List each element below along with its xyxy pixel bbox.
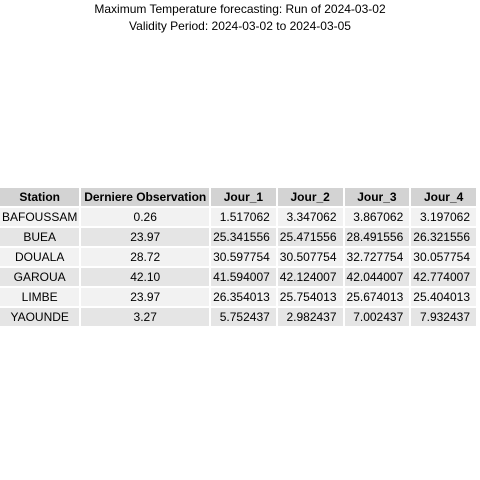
jour-2-cell: 30.507754 — [278, 248, 343, 266]
observation-cell: 28.72 — [81, 248, 209, 266]
jour-3-cell: 25.674013 — [345, 288, 410, 306]
jour-4-cell: 3.197062 — [411, 208, 476, 226]
jour-2-cell: 3.347062 — [278, 208, 343, 226]
table-row — [0, 308, 476, 326]
table-row — [0, 208, 476, 226]
jour-3-cell: 7.002437 — [345, 308, 410, 326]
observation-cell: 23.97 — [81, 228, 209, 246]
jour-4-cell: 30.057754 — [411, 248, 476, 266]
observation-cell: 0.26 — [81, 208, 209, 226]
station-cell: BUEA — [0, 228, 79, 246]
station-cell: YAOUNDE — [0, 308, 79, 326]
jour-1-cell: 1.517062 — [211, 208, 276, 226]
station-cell: LIMBE — [0, 288, 79, 306]
table-header-row — [0, 188, 476, 206]
header-jour-2: Jour_2 — [278, 188, 343, 206]
jour-4-cell: 42.774007 — [411, 268, 476, 286]
jour-1-cell: 26.354013 — [211, 288, 276, 306]
station-cell: BAFOUSSAM — [2, 210, 78, 224]
jour-1-cell: 41.594007 — [211, 268, 276, 286]
jour-3-cell: 42.044007 — [345, 268, 410, 286]
jour-1-cell: 5.752437 — [211, 308, 276, 326]
jour-2-cell: 25.754013 — [278, 288, 343, 306]
figure-title: Maximum Temperature forecasting: Run of 2024-03-02 — [94, 2, 386, 16]
jour-4-cell: 26.321556 — [411, 228, 476, 246]
observation-cell: 42.10 — [81, 268, 209, 286]
observation-cell: 23.97 — [81, 288, 209, 306]
table-row — [0, 268, 476, 286]
station-cell: GAROUA — [0, 268, 79, 286]
header-jour-3: Jour_3 — [345, 188, 410, 206]
jour-3-cell: 3.867062 — [345, 208, 410, 226]
table-row — [0, 248, 476, 266]
observation-cell: 3.27 — [81, 308, 209, 326]
jour-3-cell: 32.727754 — [345, 248, 410, 266]
jour-1-cell: 30.597754 — [211, 248, 276, 266]
header-jour-4: Jour_4 — [411, 188, 476, 206]
header-derniere-observation: Derniere Observation — [81, 188, 209, 206]
table-row — [0, 288, 476, 306]
table-row — [0, 228, 476, 246]
jour-4-cell: 7.932437 — [411, 308, 476, 326]
jour-2-cell: 42.124007 — [278, 268, 343, 286]
jour-3-cell: 28.491556 — [345, 228, 410, 246]
jour-4-cell: 25.404013 — [411, 288, 476, 306]
jour-2-cell: 2.982437 — [278, 308, 343, 326]
validity-period: Validity Period: 2024-03-02 to 2024-03-05 — [129, 19, 351, 33]
station-cell: DOUALA — [0, 248, 79, 266]
jour-1-cell: 25.341556 — [211, 228, 276, 246]
header-station: Station — [0, 188, 79, 206]
jour-2-cell: 25.471556 — [278, 228, 343, 246]
header-jour-1: Jour_1 — [211, 188, 276, 206]
forecast-table — [0, 186, 478, 328]
